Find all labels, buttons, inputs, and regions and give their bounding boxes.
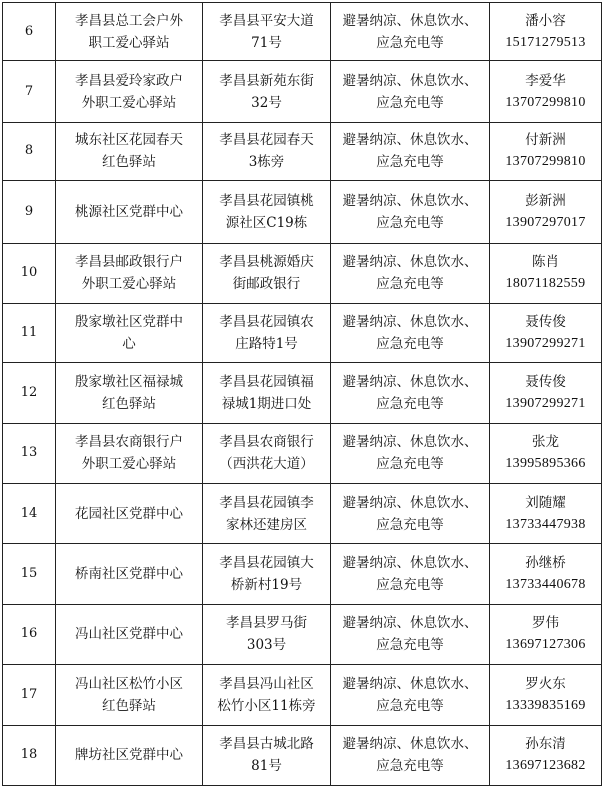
cell-text: 殷家墩社区党群中 — [75, 314, 183, 331]
cell-text: 避暑纳凉、休息饮水、 — [342, 494, 478, 511]
service-cell — [331, 423, 490, 483]
cell-text: 桥新村19号 — [230, 577, 303, 594]
table-row — [3, 423, 602, 483]
cell-text: 孝昌县桃源婚庆 — [219, 254, 314, 271]
cell-text: 桥南社区党群中心 — [75, 566, 183, 583]
cell-text: 孝昌县花园镇李 — [219, 494, 314, 511]
cell-text: 街邮政银行 — [232, 276, 301, 293]
station-name-cell — [56, 243, 203, 303]
cell-text: 13907299271 — [505, 336, 586, 352]
cell-text: 孝昌县农商银行 — [219, 434, 314, 451]
cell-text: 罗伟 — [532, 615, 559, 632]
contact-cell — [490, 243, 602, 303]
table-row — [3, 243, 602, 303]
contact-cell — [490, 725, 602, 786]
station-name-cell — [56, 725, 203, 786]
cell-text: 应急充电等 — [376, 758, 444, 775]
cell-text: 孝昌县新苑东街 — [219, 72, 314, 89]
cell-text: 孝昌县花园春天 — [219, 132, 314, 149]
row-number-cell — [3, 544, 56, 604]
cell-text: 家林还建房区 — [226, 516, 307, 533]
station-name-cell — [56, 665, 203, 725]
cell-text: 32号 — [251, 94, 282, 111]
contact-cell — [490, 484, 602, 544]
cell-text: 殷家墩社区福禄城 — [75, 373, 183, 390]
cell-text: 彭新洲 — [525, 192, 566, 209]
cell-text: 罗火东 — [525, 675, 566, 692]
cell-text: 避暑纳凉、休息饮水、 — [342, 434, 478, 451]
cell-text: 避暑纳凉、休息饮水、 — [342, 12, 478, 29]
cell-text: 牌坊社区党群中心 — [75, 747, 183, 764]
address-cell — [203, 604, 331, 664]
cell-text: 避暑纳凉、休息饮水、 — [342, 254, 478, 271]
station-name-cell — [56, 61, 203, 122]
service-cell — [331, 122, 490, 180]
row-number-cell — [3, 181, 56, 243]
service-cell — [331, 61, 490, 122]
table-row — [3, 363, 602, 423]
row-number-cell — [3, 665, 56, 725]
cell-text: 7 — [24, 83, 34, 99]
cell-text: 红色驿站 — [102, 697, 156, 714]
cell-text: 避暑纳凉、休息饮水、 — [342, 615, 478, 632]
cell-text: 城东社区花园春天 — [75, 132, 183, 149]
address-cell — [203, 665, 331, 725]
cell-text: 冯山社区松竹小区 — [75, 675, 183, 692]
table-row — [3, 665, 602, 725]
cell-text: 源社区C19栋 — [225, 214, 308, 231]
cell-text: 13907299271 — [505, 395, 586, 411]
cell-text: 16 — [20, 626, 38, 642]
cell-text: 避暑纳凉、休息饮水、 — [342, 72, 478, 89]
cell-text: 6 — [24, 23, 34, 39]
cell-text: 付新洲 — [525, 132, 566, 149]
station-name-cell — [56, 181, 203, 243]
row-number-cell — [3, 303, 56, 362]
contact-cell — [490, 363, 602, 423]
cell-text: 81号 — [251, 758, 282, 775]
cell-text: 红色驿站 — [102, 395, 156, 412]
cell-text: 禄城1期进口处 — [221, 395, 312, 412]
cell-text: 外职工爱心驿站 — [81, 94, 177, 111]
address-cell — [203, 243, 331, 303]
contact-cell — [490, 303, 602, 362]
contact-cell — [490, 61, 602, 122]
cell-text: 避暑纳凉、休息饮水、 — [342, 314, 478, 331]
cell-text: 13339835169 — [505, 697, 586, 713]
cell-text: 8 — [24, 143, 34, 159]
cell-text: 孝昌县平安大道 — [219, 12, 314, 29]
cell-text: 孝昌县花园镇大 — [219, 555, 314, 572]
cell-text: 聂传俊 — [525, 373, 566, 390]
service-cell — [331, 544, 490, 604]
cell-text: 桃源社区党群中心 — [75, 203, 183, 220]
cell-text: 孝昌县花园镇福 — [219, 373, 314, 390]
cell-text: 陈肖 — [532, 254, 559, 271]
cell-text: 孝昌县花园镇农 — [219, 314, 314, 331]
cell-text: 应急充电等 — [376, 276, 444, 293]
table-body — [3, 3, 602, 786]
contact-cell — [490, 3, 602, 61]
cell-text: 13733440678 — [505, 577, 586, 593]
row-number-cell — [3, 604, 56, 664]
cell-text: 职工爱心驿站 — [88, 34, 170, 51]
cell-text: 13697123682 — [505, 758, 586, 774]
cell-text: 13907297017 — [505, 214, 586, 230]
row-number-cell — [3, 363, 56, 423]
cell-text: 17 — [20, 686, 38, 702]
cell-text: 孝昌县邮政银行户 — [75, 254, 183, 271]
address-cell — [203, 484, 331, 544]
cell-text: 71号 — [251, 34, 282, 51]
cell-text: 应急充电等 — [376, 516, 444, 533]
cell-text: 应急充电等 — [376, 395, 444, 412]
cell-text: 13995895366 — [505, 456, 586, 472]
contact-cell — [490, 544, 602, 604]
cell-text: 孙东清 — [525, 736, 566, 753]
cell-text: 13 — [20, 445, 38, 461]
cell-text: 孝昌县古城北路 — [219, 736, 314, 753]
contact-cell — [490, 423, 602, 483]
contact-cell — [490, 122, 602, 180]
cell-text: 避暑纳凉、休息饮水、 — [342, 736, 478, 753]
cell-text: 13733447938 — [505, 516, 586, 532]
address-cell — [203, 3, 331, 61]
cell-text: 应急充电等 — [376, 214, 444, 231]
cell-text: 应急充电等 — [376, 697, 444, 714]
cell-text: 刘随耀 — [525, 494, 566, 511]
cell-text: 14 — [20, 505, 38, 521]
station-name-cell — [56, 303, 203, 362]
cell-text: 孝昌县总工会户外 — [75, 12, 183, 29]
table-row — [3, 725, 602, 786]
table-row — [3, 122, 602, 180]
station-name-cell — [56, 3, 203, 61]
cell-text: 应急充电等 — [376, 456, 444, 473]
contact-cell — [490, 665, 602, 725]
cell-text: 庄路特1号 — [235, 336, 298, 353]
row-number-cell — [3, 122, 56, 180]
cell-text: （西洪花大道） — [219, 456, 314, 473]
row-number-cell — [3, 243, 56, 303]
service-cell — [331, 243, 490, 303]
address-cell — [203, 181, 331, 243]
service-cell — [331, 604, 490, 664]
cell-text: 孝昌县花园镇桃 — [219, 192, 314, 209]
station-name-cell — [56, 544, 203, 604]
cell-text: 外职工爱心驿站 — [81, 276, 177, 293]
cell-text: 潘小容 — [525, 12, 566, 29]
cell-text: 孙继桥 — [525, 555, 566, 572]
table-row — [3, 544, 602, 604]
address-cell — [203, 61, 331, 122]
cell-text: 15171279513 — [505, 34, 586, 50]
cell-text: 18071182559 — [505, 276, 586, 292]
cell-text: 9 — [24, 203, 34, 219]
address-cell — [203, 303, 331, 362]
row-number-cell — [3, 3, 56, 61]
station-name-cell — [56, 423, 203, 483]
station-name-cell — [56, 122, 203, 180]
cell-text: 18 — [20, 747, 38, 763]
cell-text: 避暑纳凉、休息饮水、 — [342, 555, 478, 572]
cell-text: 避暑纳凉、休息饮水、 — [342, 192, 478, 209]
service-cell — [331, 3, 490, 61]
service-cell — [331, 484, 490, 544]
cell-text: 12 — [20, 384, 38, 400]
service-cell — [331, 363, 490, 423]
cell-text: 红色驿站 — [102, 154, 156, 171]
cell-text: 应急充电等 — [376, 94, 444, 111]
cell-text: 外职工爱心驿站 — [81, 456, 177, 473]
cell-text: 15 — [20, 566, 38, 582]
address-cell — [203, 423, 331, 483]
cell-text: 张龙 — [532, 434, 559, 451]
station-name-cell — [56, 484, 203, 544]
cell-text: 应急充电等 — [376, 154, 444, 171]
cell-text: 孝昌县农商银行户 — [75, 434, 183, 451]
cell-text: 应急充电等 — [376, 577, 444, 594]
row-number-cell — [3, 725, 56, 786]
address-cell — [203, 544, 331, 604]
cell-text: 冯山社区党群中心 — [75, 626, 183, 643]
cell-text: 应急充电等 — [376, 34, 444, 51]
cell-text: 孝昌县罗马街 — [226, 615, 307, 632]
table-row — [3, 61, 602, 122]
service-cell — [331, 725, 490, 786]
station-table — [2, 2, 602, 786]
service-cell — [331, 665, 490, 725]
cell-text: 孝昌县爱玲家政户 — [75, 72, 183, 89]
cell-text: 11 — [20, 325, 38, 341]
row-number-cell — [3, 484, 56, 544]
address-cell — [203, 122, 331, 180]
cell-text: 10 — [20, 265, 38, 281]
service-cell — [331, 181, 490, 243]
table-row — [3, 3, 602, 61]
station-name-cell — [56, 363, 203, 423]
table-row — [3, 181, 602, 243]
cell-text: 应急充电等 — [376, 336, 444, 353]
cell-text: 13707299810 — [505, 154, 586, 170]
cell-text: 3栋旁 — [248, 154, 285, 171]
cell-text: 聂传俊 — [525, 314, 566, 331]
cell-text: 303号 — [246, 637, 287, 654]
table-row — [3, 303, 602, 362]
cell-text: 避暑纳凉、休息饮水、 — [342, 373, 478, 390]
cell-text: 花园社区党群中心 — [75, 505, 183, 522]
station-name-cell — [56, 604, 203, 664]
table-row — [3, 604, 602, 664]
cell-text: 松竹小区11栋旁 — [217, 697, 316, 714]
cell-text: 孝昌县冯山社区 — [219, 675, 314, 692]
row-number-cell — [3, 423, 56, 483]
row-number-cell — [3, 61, 56, 122]
service-cell — [331, 303, 490, 362]
cell-text: 李爱华 — [525, 72, 566, 89]
table-row — [3, 484, 602, 544]
cell-text: 避暑纳凉、休息饮水、 — [342, 675, 478, 692]
address-cell — [203, 725, 331, 786]
contact-cell — [490, 181, 602, 243]
cell-text: 避暑纳凉、休息饮水、 — [342, 132, 478, 149]
address-cell — [203, 363, 331, 423]
cell-text: 13707299810 — [505, 94, 586, 110]
cell-text: 13697127306 — [505, 637, 586, 653]
cell-text: 心 — [122, 336, 136, 353]
cell-text: 应急充电等 — [376, 637, 444, 654]
contact-cell — [490, 604, 602, 664]
